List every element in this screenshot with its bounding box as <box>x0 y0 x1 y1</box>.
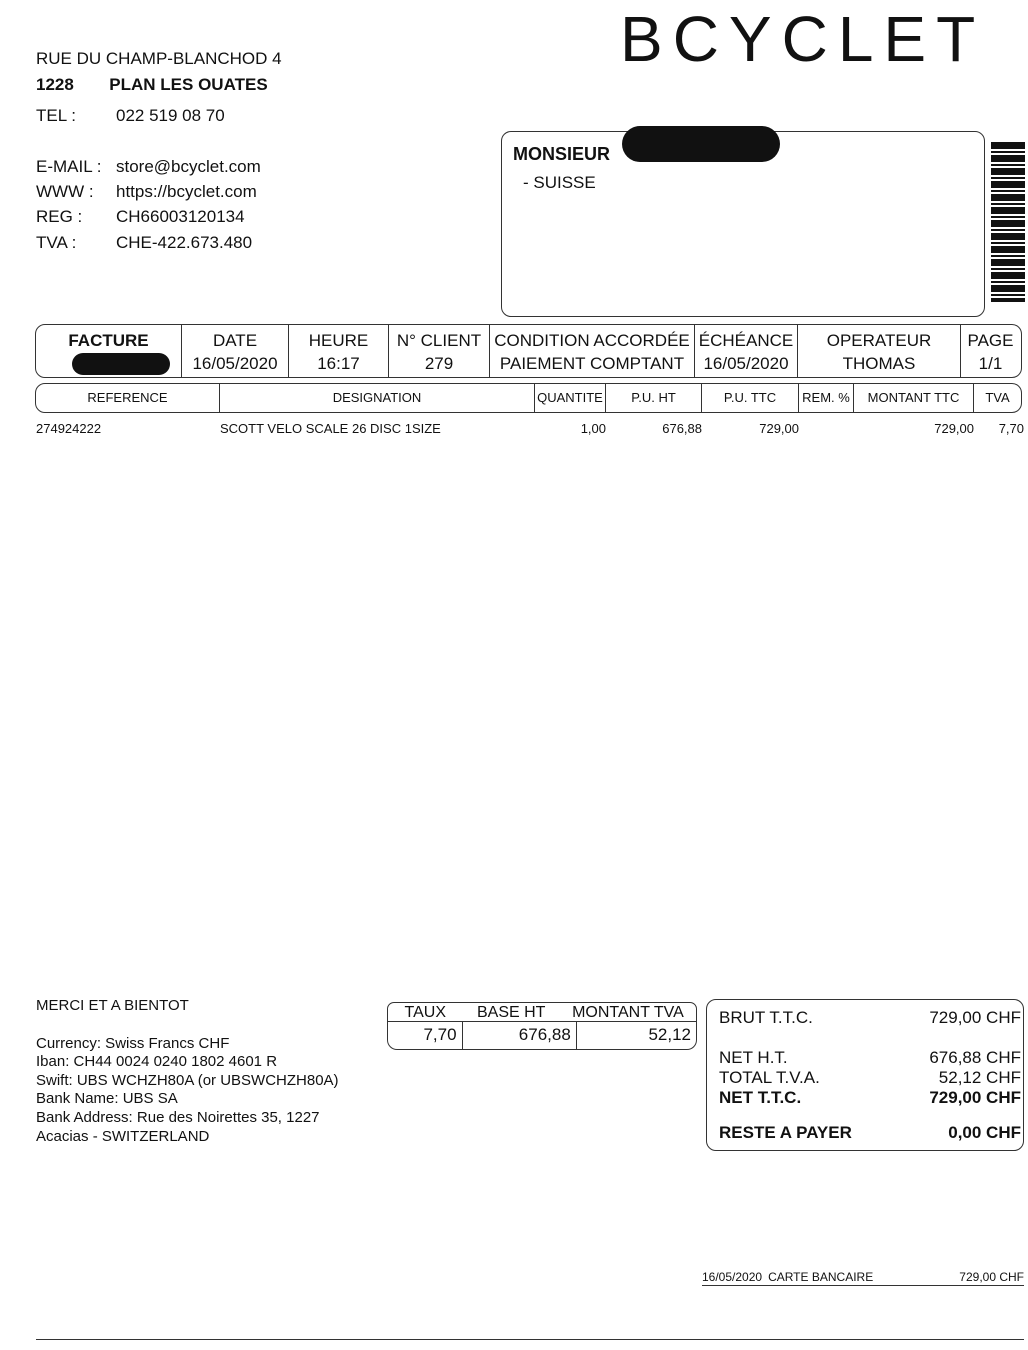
email-value: store@bcyclet.com <box>116 157 261 176</box>
vat-head-taux: TAUX <box>404 1004 446 1021</box>
company-www-row <box>36 182 257 202</box>
echeance-label: ÉCHÉANCE <box>698 331 794 350</box>
www-label: WWW : <box>36 182 94 201</box>
company-tva-row <box>36 233 252 253</box>
header-facture <box>36 325 182 377</box>
line-tva: 7,70 <box>998 421 1024 436</box>
line-pu-ht: 676,88 <box>662 421 702 436</box>
vat-table-values <box>387 1022 697 1050</box>
company-email-row <box>36 157 261 177</box>
page-label: PAGE <box>967 331 1014 350</box>
col-pu-ttc: P.U. TTC <box>702 384 799 412</box>
total-tva-value: 52,12 CHF <box>938 1068 1021 1087</box>
bank-name-line: Bank Name: UBS SA <box>36 1090 178 1107</box>
payment-date: 16/05/2020 <box>702 1270 763 1284</box>
net-ht-label: NET H.T. <box>719 1048 788 1067</box>
company-city: PLAN LES OUATES <box>109 75 268 94</box>
redaction-mark <box>622 126 780 162</box>
col-tva: TVA <box>985 390 1010 405</box>
operateur-label: OPERATEUR <box>826 331 932 350</box>
vat-head-base: BASE HT <box>476 1004 546 1021</box>
net-ttc-value: 729,00 CHF <box>929 1088 1021 1107</box>
company-street: RUE DU CHAMP-BLANCHOD 4 <box>36 49 282 68</box>
client-name: MONSIEUR <box>513 144 611 164</box>
company-postcode: 1228 <box>36 75 74 94</box>
vat-head-montant: MONTANT TVA <box>572 1004 684 1021</box>
line-pu-ttc: 729,00 <box>759 421 799 436</box>
brut-label: BRUT T.T.C. <box>719 1008 813 1027</box>
company-tel-row <box>36 106 225 126</box>
tel-value: 022 519 08 70 <box>116 106 225 125</box>
bottom-divider <box>36 1339 1024 1340</box>
payment-amount: 729,00 CHF <box>959 1270 1024 1284</box>
total-brut-row <box>719 1008 1021 1028</box>
payment-line <box>702 1269 1024 1286</box>
company-reg-row <box>36 207 245 227</box>
net-ttc-label: NET T.T.C. <box>719 1088 802 1107</box>
invoice-number-redaction <box>72 353 170 375</box>
reg-value: CH66003120134 <box>116 207 245 226</box>
page-value: 1/1 <box>978 354 1003 373</box>
client-number-value: 279 <box>424 354 454 373</box>
total-tva-label: TOTAL T.V.A. <box>719 1068 820 1087</box>
vat-taux: 7,70 <box>388 1022 463 1049</box>
vat-montant: 52,12 <box>648 1025 691 1044</box>
date-label: DATE <box>212 331 258 350</box>
reste-value: 0,00 CHF <box>948 1123 1021 1142</box>
header-echeance <box>695 325 798 377</box>
bank-address-line-2: Acacias - SWITZERLAND <box>36 1128 210 1145</box>
vat-table <box>387 1002 697 1048</box>
col-pu-ht: P.U. HT <box>606 384 702 412</box>
tva-label: TVA : <box>36 233 77 252</box>
swift-line: Swift: UBS WCHZH80A (or UBSWCHZH80A) <box>36 1072 339 1089</box>
col-quantite: QUANTITE <box>535 384 606 412</box>
invoice-header-row <box>35 324 1022 378</box>
facture-label: FACTURE <box>68 331 149 350</box>
operateur-value: THOMAS <box>842 354 916 373</box>
header-page <box>961 325 1020 377</box>
heure-value: 16:17 <box>317 354 360 373</box>
col-rem: REM. % <box>799 384 854 412</box>
vat-table-header <box>387 1002 697 1022</box>
col-designation: DESIGNATION <box>220 384 535 412</box>
col-montant-ttc: MONTANT TTC <box>854 384 974 412</box>
date-value: 16/05/2020 <box>192 354 278 373</box>
header-client-number <box>389 325 490 377</box>
condition-label: CONDITION ACCORDÉE <box>494 331 690 350</box>
reste-a-payer-row <box>719 1123 1021 1143</box>
col-reference: REFERENCE <box>36 384 220 412</box>
totals-box <box>706 999 1024 1151</box>
header-condition <box>490 325 695 377</box>
tel-label: TEL : <box>36 106 76 125</box>
total-tva-row <box>719 1068 1021 1088</box>
line-items-header <box>35 383 1022 413</box>
header-date <box>182 325 289 377</box>
currency-line: Currency: Swiss Francs CHF <box>36 1035 230 1052</box>
barcode <box>991 142 1025 302</box>
tva-value: CHE-422.673.480 <box>116 233 253 252</box>
client-country: - SUISSE <box>523 173 596 192</box>
company-logo: BCYCLET <box>620 3 986 75</box>
line-quantite: 1,00 <box>580 421 606 436</box>
payment-method: CARTE BANCAIRE <box>768 1270 874 1284</box>
total-net-ht-row <box>719 1048 1021 1068</box>
total-net-ttc-row <box>719 1088 1021 1108</box>
line-montant-ttc: 729,00 <box>934 421 974 436</box>
header-operateur <box>798 325 961 377</box>
thanks-message: MERCI ET A BIENTOT <box>36 997 189 1014</box>
brut-value: 729,00 CHF <box>929 1008 1021 1027</box>
iban-line: Iban: CH44 0024 0240 1802 4601 R <box>36 1053 278 1070</box>
email-label: E-MAIL : <box>36 157 102 176</box>
reste-label: RESTE A PAYER <box>719 1123 852 1142</box>
line-reference: 274924222 <box>36 421 102 436</box>
bank-address-line: Bank Address: Rue des Noirettes 35, 1227 <box>36 1109 320 1126</box>
client-number-label: N° CLIENT <box>396 331 482 350</box>
header-heure <box>289 325 389 377</box>
vat-base: 676,88 <box>463 1022 577 1049</box>
company-postcode-city <box>36 75 268 95</box>
echeance-value: 16/05/2020 <box>703 354 789 373</box>
condition-value: PAIEMENT COMPTANT <box>499 354 685 373</box>
line-designation: SCOTT VELO SCALE 26 DISC 1SIZE <box>220 421 441 436</box>
reg-label: REG : <box>36 207 83 226</box>
heure-label: HEURE <box>308 331 369 350</box>
net-ht-value: 676,88 CHF <box>929 1048 1021 1067</box>
www-value: https://bcyclet.com <box>116 182 257 201</box>
